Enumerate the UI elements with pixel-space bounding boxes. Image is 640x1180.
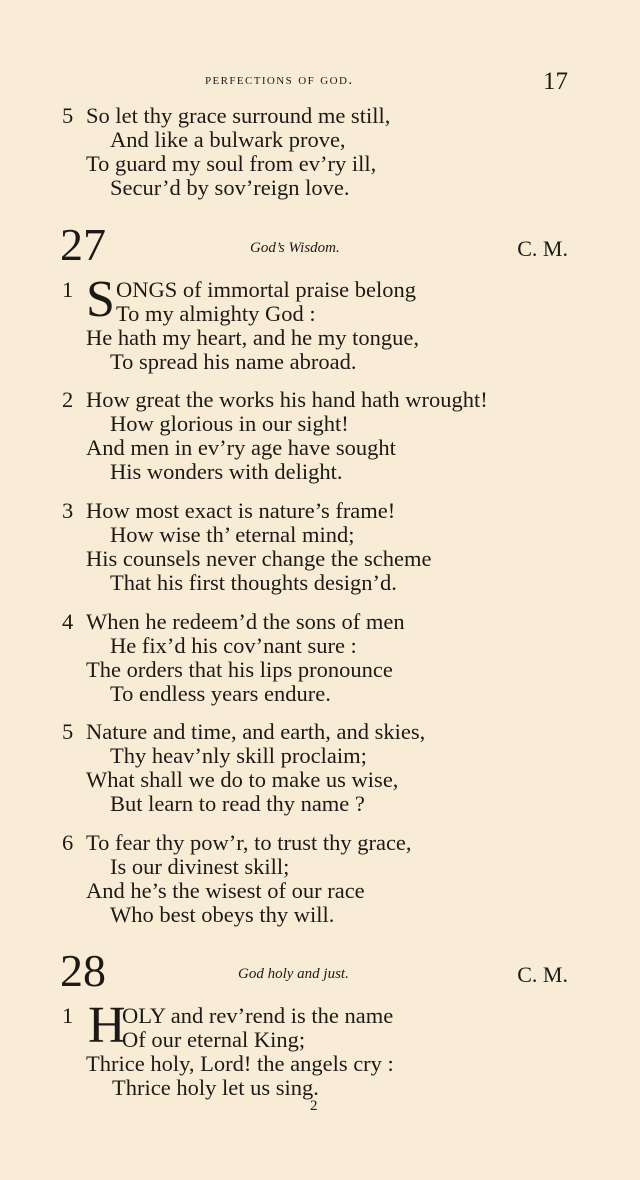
verse-line: Nature and time, and earth, and skies, xyxy=(86,719,426,744)
verse-line: To my almighty God : xyxy=(116,301,316,326)
hymn-subject: God holy and just. xyxy=(238,966,349,982)
hymn-27-heading xyxy=(0,219,640,272)
verse-line: He fix’d his cov’nant sure : xyxy=(110,633,357,658)
verse-line: Thy heav’nly skill proclaim; xyxy=(110,743,367,768)
verse-line: To fear thy pow’r, to trust thy grace, xyxy=(86,830,412,855)
verse-line: Who best obeys thy will. xyxy=(110,902,335,927)
hymn-meter: C. M. xyxy=(517,236,568,261)
verse-line: The orders that his lips pronounce xyxy=(86,657,393,682)
verse-line: What shall we do to make us wise, xyxy=(86,767,399,792)
verse-line: So let thy grace surround me still, xyxy=(86,103,391,128)
verse-line: He hath my heart, and he my tongue, xyxy=(86,325,420,350)
drop-capital: S xyxy=(86,271,115,328)
verse-line: But learn to read thy name ? xyxy=(110,791,365,816)
hymn-28-heading xyxy=(0,945,640,998)
verse-line: When he redeem’d the sons of men xyxy=(86,609,405,634)
verse-line: Secur’d by sov’reign love. xyxy=(110,175,350,200)
verse-line: That his first thoughts design’d. xyxy=(110,570,397,595)
verse-line: How wise th’ eternal mind; xyxy=(110,522,355,547)
verse-line: How glorious in our sight! xyxy=(110,411,349,436)
verse-line: And he’s the wisest of our race xyxy=(86,878,365,903)
page-number: 17 xyxy=(543,68,568,95)
verse-line: And men in ev’ry age have sought xyxy=(86,435,396,460)
verse-line: How great the works his hand hath wrought! xyxy=(86,387,488,412)
verse-line: To guard my soul from ev’ry ill, xyxy=(86,151,377,176)
verse-line: His counsels never change the scheme xyxy=(86,546,432,571)
verse-number: 3 xyxy=(62,498,74,523)
signature-mark: 2 xyxy=(310,1098,318,1114)
hymn-number: 28 xyxy=(60,945,106,996)
verse-number: 5 xyxy=(62,719,74,744)
running-head xyxy=(0,68,640,94)
verse-line: To spread his name abroad. xyxy=(110,349,357,374)
verse-line: Thrice holy, Lord! the angels cry : xyxy=(86,1051,394,1076)
verse-line: His wonders with delight. xyxy=(110,459,343,484)
running-title: perfections of god. xyxy=(205,72,354,88)
verse-number: 2 xyxy=(62,387,74,412)
verse-line: Thrice holy let us sing. xyxy=(112,1075,319,1100)
hymn-meter: C. M. xyxy=(517,962,568,987)
verse-line: ONGS of immortal praise belong xyxy=(116,277,416,302)
verse-number: 6 xyxy=(62,830,74,855)
verse-line: OLY and rev’rend is the name xyxy=(122,1003,394,1028)
verse-number: 5 xyxy=(62,103,74,128)
verse-number: 4 xyxy=(62,609,74,634)
verse-line: Is our divinest skill; xyxy=(110,854,290,879)
verse-line: And like a bulwark prove, xyxy=(110,127,346,152)
verse-line: How most exact is nature’s frame! xyxy=(86,498,396,523)
verse-line: Of our eternal King; xyxy=(122,1027,306,1052)
hymn-subject: God’s Wisdom. xyxy=(250,240,340,256)
hymn-number: 27 xyxy=(60,219,106,270)
verse-number: 1 xyxy=(62,1003,74,1028)
drop-capital: H xyxy=(88,997,126,1054)
verse-line: To endless years endure. xyxy=(110,681,331,706)
verse-number: 1 xyxy=(62,277,74,302)
